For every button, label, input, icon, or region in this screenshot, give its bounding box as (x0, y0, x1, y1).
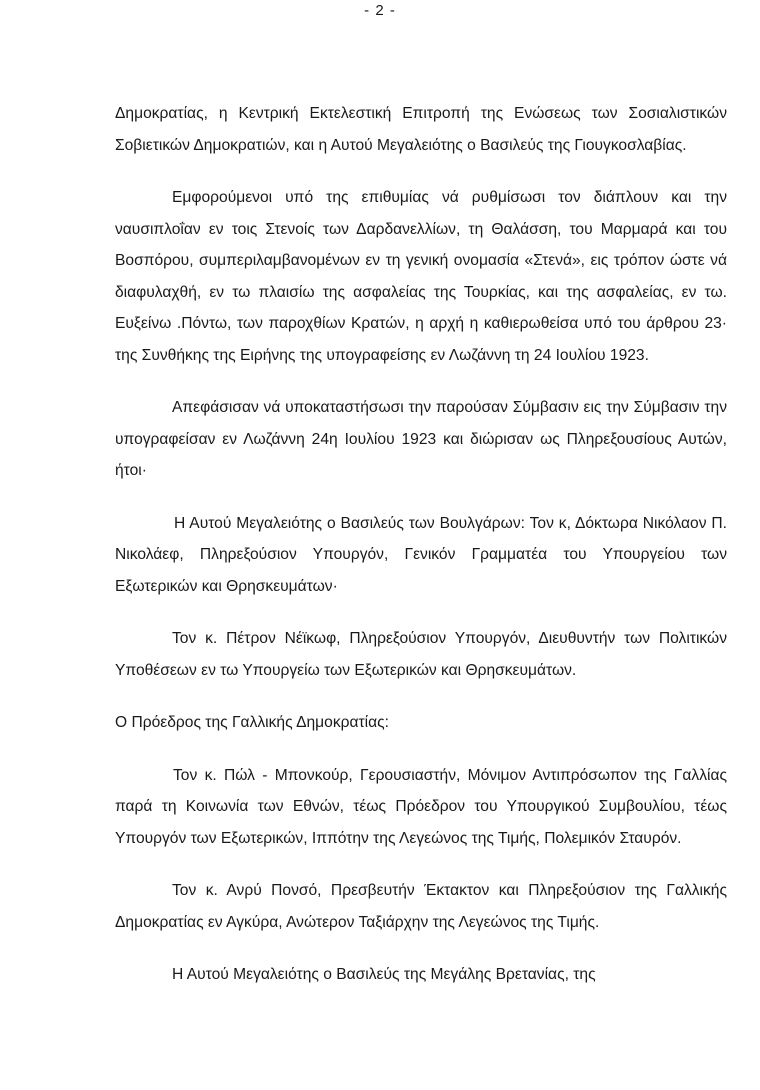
paragraph-preamble: Εμφορούμενοι υπό της επιθυμίας νά ρυθμίσωσι τον διάπλουν και την ναυσιπλοΐαν εν τοις Στενοίς των Δαρδανελλίων, τη Θαλάσση, του Μαρμαρά και του Βοσπόρου, συμπεριλαμβανομένων εν τη γενική ονομασία «Στενά», εις τρόπον ώστε νά διαφυλαχθή, εν τω πλαισίω της ασφαλείας της Τουρκίας, και της ασφαλείας, εν τω. Ευξείνω .Πόντω, των παροχθίων Κρατών, η αρχή η καθιερωθείσα υπό του άρθρου 23· της Συνθήκης της Ειρήνης της υπογραφείσης εν Λωζάννη τη 24 Ιουλίου 1923. (115, 189, 727, 364)
document-body (115, 98, 727, 991)
paragraph-continuation: Δημοκρατίας, η Κεντρική Εκτελεστική Επιτροπή της Ενώσεως των Σοσιαλιστικών Σοβιετικών Δημοκρατιών, και η Αυτού Μεγαλειότης ο Βασιλεύς της Γιουγκοσλαβίας. (115, 105, 727, 154)
paragraph-france-heading: Ο Πρόεδρος της Γαλλικής Δημοκρατίας: (115, 714, 390, 731)
paragraph-bulgaria-plenipotentiary-1: Η Αυτού Μεγαλειότης ο Βασιλεύς των Βουλγάρων: Τον κ, Δόκτωρα Νικόλαον Π. Νικολάεφ, Πληρεξούσιον Υπουργόν, Γενικόν Γραμματέα του Υπουργείου των Εξωτερικών και Θρησκευμάτων· (115, 514, 727, 595)
paragraph-france-plenipotentiary-2: Τον κ. Ανρύ Πονσό, Πρεσβευτήν Έκτακτον και Πληρεξούσιον της Γαλλικής Δημοκρατίας εν Αγκύρα, Ανώτερον Ταξιάρχην της Λεγεώνος της Τιμής. (115, 882, 727, 931)
page-number: - 2 - (364, 2, 396, 19)
paragraph-france-plenipotentiary-1: Τον κ. Πώλ - Μπονκούρ, Γερουσιαστήν, Μόνιμον Αντιπρόσωπον της Γαλλίας παρά τη Κοινωνία των Εθνών, τέως Πρόεδρον του Υπουργικού Συμβουλίου, τέως Υπουργόν των Εξωτερικών, Ιππότην της Λεγεώνος της Τιμής, Πολεμικόν Σταυρόν. (115, 766, 727, 847)
paragraph-decision: Απεφάσισαν νά υποκαταστήσωσι την παρούσαν Σύμβασιν εις την Σύμβασιν την υπογραφείσαν εν Λωζάννη 24η Ιουλίου 1923 και διώρισαν ως Πληρεξουσίους Αυτών, ήτοι· (115, 399, 727, 479)
paragraph-great-britain: Η Αυτού Μεγαλειότης ο Βασιλεύς της Μεγάλης Βρετανίας, της (172, 966, 596, 983)
paragraph-bulgaria-plenipotentiary-2: Τον κ. Πέτρον Νέϊκωφ, Πληρεξούσιον Υπουργόν, Διευθυντήν των Πολιτικών Υποθέσεων εν τω Υπουργείω των Εξωτερικών και Θρησκευμάτων. (115, 630, 727, 679)
